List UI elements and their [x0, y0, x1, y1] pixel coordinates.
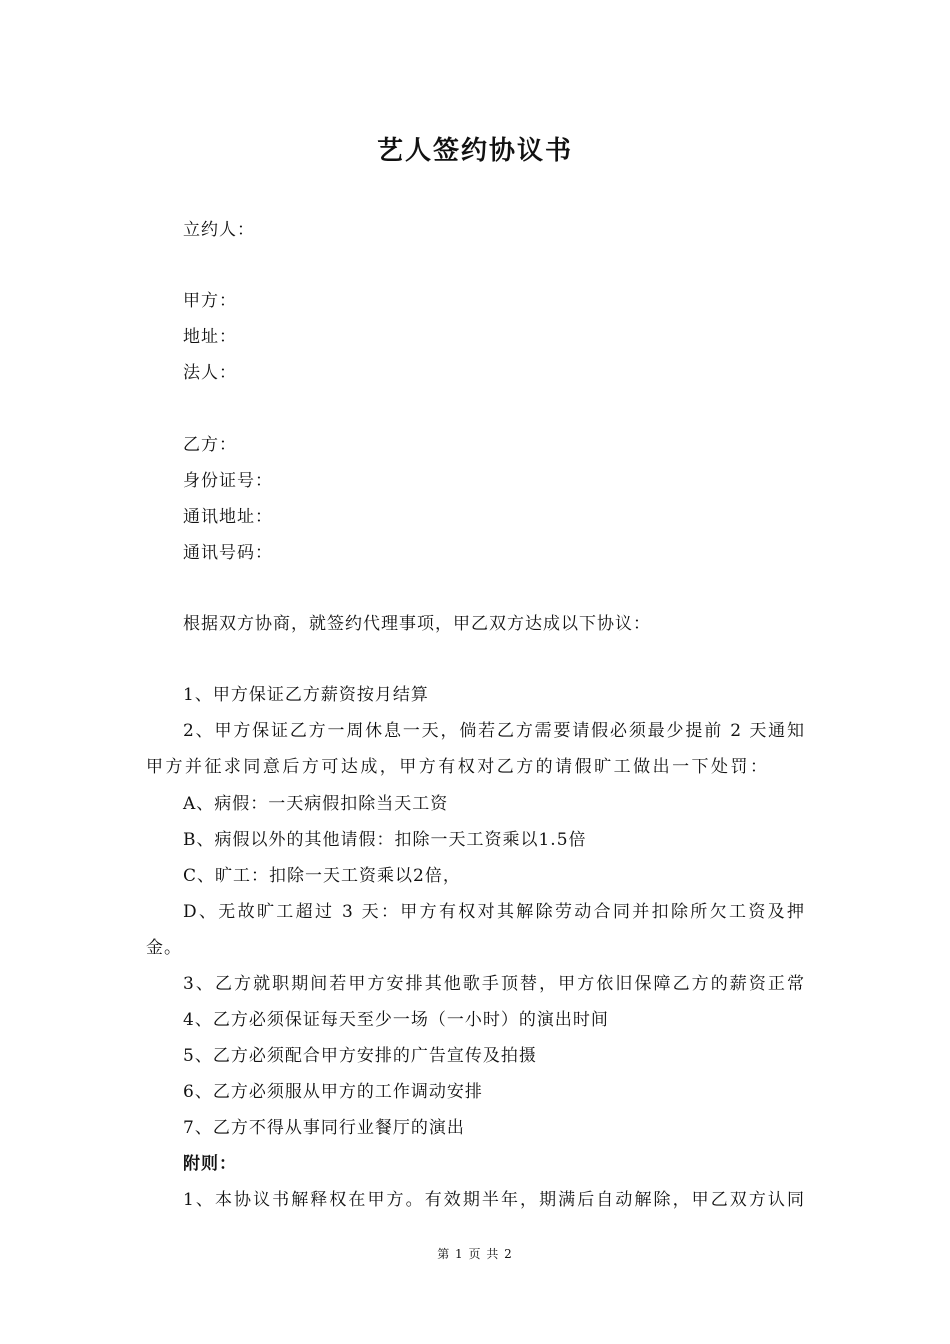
party-b-mail-address: 通讯地址：: [183, 507, 273, 527]
clause-7: 7、乙方不得从事同行业餐厅的演出: [183, 1118, 465, 1138]
party-a-address: 地址：: [183, 327, 237, 347]
clause-4: 4、乙方必须保证每天至少一场（一小时）的演出时间: [183, 1010, 609, 1030]
party-a-legal-person: 法人：: [183, 363, 237, 383]
clause-3: 3、乙方就职期间若甲方安排其他歌手顶替，甲方依旧保障乙方的薪资正常: [183, 974, 805, 994]
party-b-label: 乙方：: [183, 435, 237, 455]
appendix-heading: 附则：: [183, 1154, 237, 1174]
clause-2-item-a: A、病假：一天病假扣除当天工资: [183, 794, 449, 814]
clause-2-line-2: 甲方并征求同意后方可达成，甲方有权对乙方的请假旷工做出一下处罚：: [146, 757, 768, 777]
clause-2-item-d-line-2: 金。: [146, 938, 182, 958]
page-footer: 第 1 页 共 2: [437, 1247, 513, 1261]
party-b-id-number: 身份证号：: [183, 471, 273, 491]
party-a-label: 甲方：: [183, 291, 237, 311]
clause-2-item-b: B、病假以外的其他请假：扣除一天工资乘以1.5倍: [183, 830, 587, 850]
clause-2-line-1: 2、甲方保证乙方一周休息一天，倘若乙方需要请假必须最少提前 2 天通知: [183, 721, 805, 741]
clause-2-item-c: C、旷工：扣除一天工资乘以2倍，: [183, 866, 461, 886]
party-b-phone: 通讯号码：: [183, 543, 273, 563]
document-title: 艺人签约协议书: [376, 136, 573, 166]
clause-6: 6、乙方必须服从甲方的工作调动安排: [183, 1082, 483, 1102]
clause-5: 5、乙方必须配合甲方安排的广告宣传及拍摄: [183, 1046, 537, 1066]
clause-2-item-d-line-1: D、无故旷工超过 3 天：甲方有权对其解除劳动合同并扣除所欠工资及押: [183, 902, 805, 922]
preamble: 根据双方协商，就签约代理事项，甲乙双方达成以下协议：: [183, 614, 651, 634]
appendix-item-1-line-1: 1、本协议书解释权在甲方。有效期半年，期满后自动解除，甲乙双方认同: [183, 1190, 805, 1210]
clause-1: 1、甲方保证乙方薪资按月结算: [183, 685, 429, 705]
parties-intro: 立约人：: [183, 220, 255, 240]
